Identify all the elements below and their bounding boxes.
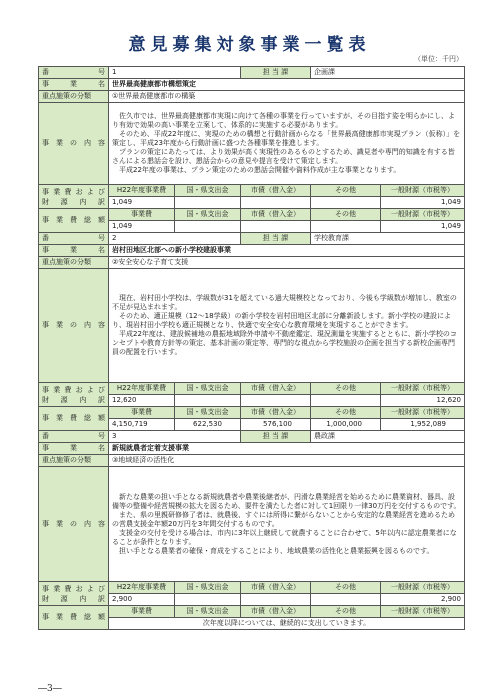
project-1-focus-row	[39, 91, 465, 103]
content-paragraph: また、県の里親研修修了者は、就農後、すぐには所得に繋がらないことから安定的な農業経営を進めるための営農支援金年額20万円を3年間交付するものです。	[112, 510, 455, 528]
project-number: 2	[109, 233, 241, 245]
focus-value: ①世界最高健康都市の構築	[109, 91, 465, 103]
project-2-focus-row	[39, 257, 465, 269]
grand-other: 1,000,000	[311, 419, 381, 431]
focus-label: 重点施策の分類	[39, 257, 109, 269]
cost-source-label-line1: 事業費および	[42, 187, 105, 196]
city-bond-header: 市債（借入金）	[241, 407, 311, 419]
h22-other	[311, 594, 381, 606]
general-header: 一般財源（市税等）	[381, 209, 465, 221]
other-header: その他	[311, 407, 381, 419]
project-2-content-row	[39, 269, 465, 383]
h22-general: 1,049	[381, 197, 465, 209]
prefecture-header: 国・県支出金	[175, 383, 241, 395]
general-header: 一般財源（市税等）	[381, 606, 465, 618]
other-header: その他	[311, 582, 381, 594]
grand-city-bond	[241, 221, 311, 233]
department-value: 農政課	[311, 431, 465, 443]
h22-other	[311, 197, 381, 209]
project-3-total-header-row	[39, 606, 465, 618]
grand-total: 4,150,719	[109, 419, 175, 431]
project-table	[38, 66, 465, 630]
total-label: 事業費総額	[39, 407, 109, 431]
prefecture-header: 国・県支出金	[175, 407, 241, 419]
content-paragraph: 担い手となる農業者の確保・育成をすることにより、地域農業の活性化と農業振興を図るものです。	[119, 546, 434, 555]
project-3-fin-header-row	[39, 582, 465, 594]
project-2-number-row	[39, 233, 465, 245]
number-label: 番 号	[39, 431, 109, 443]
content-paragraph: そのため、適正規模（12～18学級）の新小学校を岩村田地区北部に分離新設します。新小学校の建設により、現岩村田小学校も適正規模となり、快適で安全安心な教育環境を実現することができます。	[112, 312, 451, 329]
project-1-number-row	[39, 67, 465, 79]
department-label: 担 当 課	[241, 431, 311, 443]
grand-prefecture: 622,530	[175, 419, 241, 431]
prefecture-header: 国・県支出金	[175, 185, 241, 197]
project-name: 新規就農者定着支援事業	[109, 443, 465, 455]
department-value: 企画課	[311, 67, 465, 79]
content-paragraph: 新たな農業の担い手となる新規就農者や農業後継者が、円滑な農業経営を始めるために農業資材、器具、設備等の整備や経営規模の拡大を図るため、要件を満たした者に対して1回限り一律30万円を交付するものです。	[112, 492, 461, 510]
project-3-name-row	[39, 443, 465, 455]
project-2-total-header-row	[39, 407, 465, 419]
grand-city-bond: 576,100	[241, 419, 311, 431]
project-name: 世界最高健康都市構想策定	[109, 79, 465, 91]
city-bond-header: 市債（借入金）	[241, 582, 311, 594]
h22-city-bond	[241, 395, 311, 407]
h22-other	[311, 395, 381, 407]
project-1-total-header-row	[39, 209, 465, 221]
project-3-focus-row	[39, 455, 465, 467]
h22-header: H22年度事業費	[109, 582, 175, 594]
focus-label: 重点施策の分類	[39, 455, 109, 467]
name-label: 事 業 名	[39, 79, 109, 91]
prefecture-header: 国・県支出金	[175, 209, 241, 221]
prefecture-header: 国・県支出金	[175, 606, 241, 618]
h22-total: 1,049	[109, 197, 175, 209]
other-header: その他	[311, 606, 381, 618]
number-label: 番 号	[39, 67, 109, 79]
project-number: 3	[109, 431, 241, 443]
content-text	[109, 467, 465, 582]
project-1-content-row	[39, 103, 465, 185]
department-value: 学校教育課	[311, 233, 465, 245]
page-number: ―3―	[38, 684, 62, 694]
content-label: 事業の内容	[39, 269, 109, 383]
content-paragraph: 佐久市では、世界最高健康都市実現に向けて各種の事業を行っていますが、その目指す姿を明らかにし、より有効で効果の高い事業を立案して、体系的に実施する必要があります。	[112, 112, 455, 129]
cost-source-label-line1: 事業費および	[42, 584, 105, 593]
city-bond-header: 市債（借入金）	[241, 185, 311, 197]
h22-city-bond	[241, 197, 311, 209]
other-header: その他	[311, 209, 381, 221]
city-bond-header: 市債（借入金）	[241, 383, 311, 395]
general-header: 一般財源（市税等）	[381, 407, 465, 419]
general-header: 一般財源（市税等）	[381, 582, 465, 594]
grand-other	[311, 221, 381, 233]
general-header: 一般財源（市税等）	[381, 185, 465, 197]
content-label: 事業の内容	[39, 103, 109, 185]
cost-source-label	[39, 582, 109, 606]
department-label: 担 当 課	[241, 233, 311, 245]
total-header: 事業費	[109, 209, 175, 221]
project-name: 岩村田地区北部への新小学校建設事業	[109, 245, 465, 257]
prefecture-header: 国・県支出金	[175, 582, 241, 594]
content-paragraph: 平成22年度は、建設候補地の農振地域除外申請や不動産鑑定、現況測量を実施するとともに、新小学校のコンセプトや教育方針等の策定、基本計画の策定等、専門的な視点から学校施設の企画を担当する新校企画専門員の配置を行います。	[112, 330, 457, 356]
content-text	[109, 103, 465, 185]
project-2-fin-header-row	[39, 383, 465, 395]
content-paragraph: 平成22年度の事業は、プラン策定のための懇話会開催や資料作成が主な事業となります。	[119, 166, 401, 174]
focus-label: 重点施策の分類	[39, 91, 109, 103]
grand-total: 1,049	[109, 221, 175, 233]
content-paragraph: そのため、平成22年度に、実現のための構想と行動計画からなる「世界最高健康都市実現プラン（仮称）」を策定し、平成23年度から行動計画に盛つた各種事業を推進します。	[112, 130, 461, 147]
focus-value: ③地域経済の活性化	[109, 455, 465, 467]
cost-source-label	[39, 185, 109, 209]
total-header: 事業費	[109, 407, 175, 419]
name-label: 事 業 名	[39, 443, 109, 455]
h22-general: 12,620	[381, 395, 465, 407]
total-header: 事業費	[109, 606, 175, 618]
grand-note: 次年度以降については、継続的に支出していきます。	[109, 618, 465, 630]
unit-note: （単位：千円）	[414, 55, 463, 63]
content-paragraph: 支援金の交付を受ける場合は、市内に3年以上継続して就農することに合わせて、5年以内に認定農業者になることが条件となります。	[112, 528, 457, 546]
grand-prefecture	[175, 221, 241, 233]
cost-source-label-line2: 財源内訳	[42, 197, 105, 206]
h22-header: H22年度事業費	[109, 185, 175, 197]
h22-total: 12,620	[109, 395, 175, 407]
project-2-name-row	[39, 245, 465, 257]
name-label: 事 業 名	[39, 245, 109, 257]
project-3-content-row	[39, 467, 465, 582]
grand-general: 1,952,089	[381, 419, 465, 431]
h22-prefecture	[175, 197, 241, 209]
h22-total: 2,900	[109, 594, 175, 606]
project-number: 1	[109, 67, 241, 79]
cost-source-label	[39, 383, 109, 407]
city-bond-header: 市債（借入金）	[241, 209, 311, 221]
h22-city-bond	[241, 594, 311, 606]
content-paragraph: プランの策定にあたっては、より効果が高く実現性のあるものとするため、識見者や専門的知識を有する皆さんによる懇話会を設け、懇話会からの意見や提言を受けて策定します。	[112, 148, 455, 165]
other-header: その他	[311, 383, 381, 395]
page-title: 意見募集対象事業一覧表	[128, 35, 371, 55]
department-label: 担 当 課	[241, 67, 311, 79]
content-label: 事業の内容	[39, 467, 109, 582]
content-paragraph: 現在、岩村田小学校は、学級数が31を超えている過大規模校となっており、今後も学級数が増加し、教室の不足が見込まれます。	[112, 294, 457, 311]
cost-source-label-line2: 財源内訳	[42, 594, 105, 603]
content-text	[109, 269, 465, 383]
h22-header: H22年度事業費	[109, 383, 175, 395]
h22-prefecture	[175, 594, 241, 606]
grand-general: 1,049	[381, 221, 465, 233]
general-header: 一般財源（市税等）	[381, 383, 465, 395]
project-1-name-row	[39, 79, 465, 91]
h22-prefecture	[175, 395, 241, 407]
total-label: 事業費総額	[39, 209, 109, 233]
city-bond-header: 市債（借入金）	[241, 606, 311, 618]
h22-general: 2,900	[381, 594, 465, 606]
total-label: 事業費総額	[39, 606, 109, 630]
cost-source-label-line2: 財源内訳	[42, 395, 105, 404]
project-1-fin-header-row	[39, 185, 465, 197]
cost-source-label-line1: 事業費および	[42, 385, 105, 394]
other-header: その他	[311, 185, 381, 197]
number-label: 番 号	[39, 233, 109, 245]
project-3-number-row	[39, 431, 465, 443]
focus-value: ②安全安心な子育て支援	[109, 257, 465, 269]
